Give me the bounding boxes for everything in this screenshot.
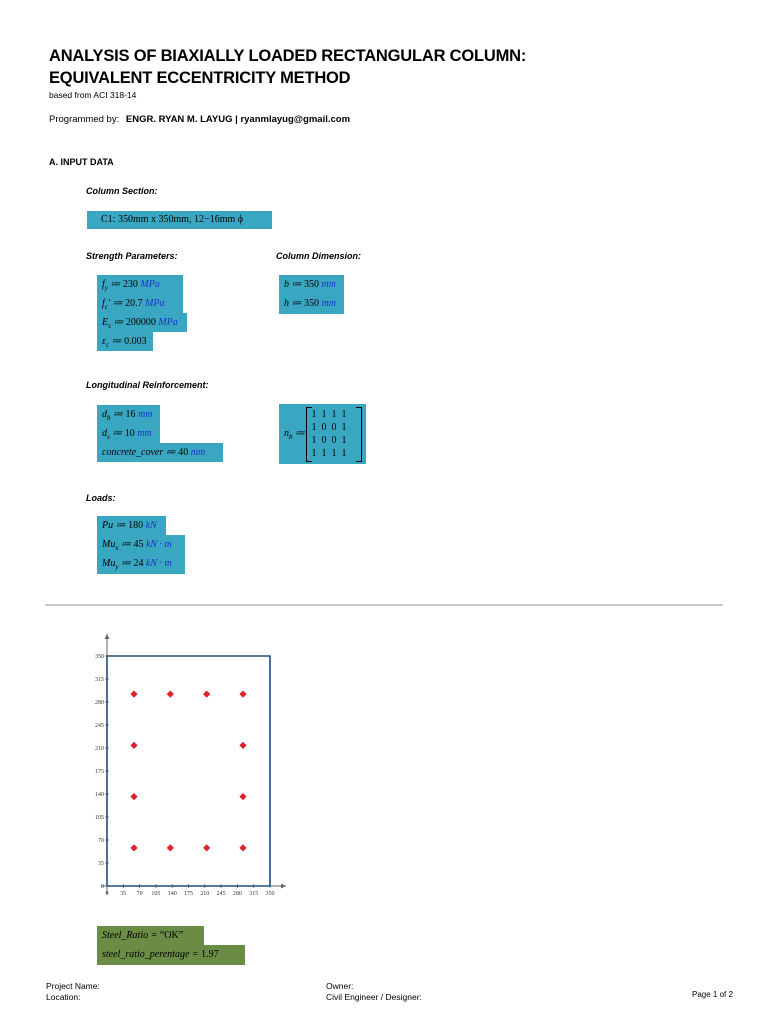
y-tick-label: 105 [95,815,104,821]
rebar-point [130,793,137,800]
steel-ratio-box[interactable] [97,926,204,945]
basis-note: based from ACI 318-14 [49,90,137,100]
loads-label: Loads: [86,493,116,503]
mux-expression: $Mu_x$ ≔ 45 kN · m [102,539,172,552]
matrix-row: 1 0 0 1 [311,435,347,446]
ds-box[interactable] [97,424,160,443]
ec-expression: $\varepsilon_c$ ≔ 0.003 [102,336,147,349]
matrix-row: 1 0 0 1 [311,422,347,433]
footer-location: Location: [46,992,81,1002]
rebar-point [239,844,246,851]
pu-box[interactable] [97,516,166,535]
ec-box[interactable] [97,332,153,351]
y-tick-label: 35 [98,861,104,867]
programmer-credit: ENGR. RYAN M. LAYUG | ryanmlayug@gmail.com [125,114,351,125]
fy-box[interactable] [97,275,183,294]
rebar-point [130,742,137,749]
h-expression: h ≔ 350 mm [284,298,336,309]
muy-expression: $Mu_y$ ≔ 24 kN · m [102,558,172,571]
y-tick-label: 350 [95,654,104,660]
es-box[interactable] [97,313,187,332]
es-expression: $E_s$ ≔ 200000 MPa [102,317,178,330]
y-tick-label: 70 [98,838,104,844]
section-divider [45,604,723,606]
y-tick-label: 0 [101,884,104,890]
rebar-point [130,691,137,698]
x-tick-label: 70 [136,891,143,897]
strength-parameters-label: Strength Parameters: [86,251,178,261]
page-title-line2: EQUIVALENT ECCENTRICITY METHOD [49,69,351,87]
rebar-layout-plot [80,630,300,915]
nb-matrix [309,408,349,460]
rebar-point [203,691,210,698]
y-tick-label: 210 [95,746,104,752]
longitudinal-reinforcement-label: Longitudinal Reinforcement: [86,380,209,390]
x-tick-label: 35 [120,891,127,897]
column-section-box[interactable] [87,211,272,229]
nb-matrix-box[interactable] [279,404,366,464]
steel-ratio-expression: Steel_Ratio = “OK” [102,930,184,941]
fy-expression: $f_y$ ≔ 230 MPa [102,279,160,292]
footer-project-name: Project Name: [46,981,100,991]
mux-box[interactable] [97,535,185,554]
pu-expression: Pu ≔ 180 kN [102,520,157,531]
x-tick-label: 315 [249,891,259,897]
rebar-point [239,691,246,698]
cover-expression: concrete_cover ≔ 40 mm [102,447,206,458]
footer-page-number: Page 1 of 2 [692,990,733,999]
x-tick-label: 350 [265,891,275,897]
matrix-row: 1 1 1 1 [311,409,347,420]
y-tick-label: 140 [95,792,104,798]
x-tick-label: 280 [232,891,242,897]
rebar-point [239,793,246,800]
page-title-line1: ANALYSIS OF BIAXIALLY LOADED RECTANGULAR COLUMN: [49,47,527,65]
y-axis-arrow [105,634,110,639]
footer-owner: Owner: [326,981,354,991]
ds-expression: $d_s$ ≔ 10 mm [102,428,152,441]
muy-box[interactable] [97,554,185,574]
programmed-by-line [49,114,350,125]
matrix-row: 1 1 1 1 [311,448,347,459]
section-heading-input: A. INPUT DATA [49,157,114,167]
nb-label: $n_b$ ≔ [284,428,305,441]
dimension-box[interactable] [279,275,344,314]
fc-expression: $f_c'$ ≔ 20.7 MPa [102,298,165,311]
rebar-point [167,691,174,698]
b-expression: b ≔ 350 mm [284,279,336,290]
fc-box[interactable] [97,294,183,313]
x-tick-label: 105 [151,891,161,897]
footer-designer: Civil Engineer / Designer: [326,992,422,1002]
steel-ratio-percentage-expression: steel_ratio_perentage = 1.97 [102,949,219,960]
y-tick-label: 245 [95,723,104,729]
db-box[interactable] [97,405,160,424]
rebar-point [130,844,137,851]
x-axis-arrow [281,884,286,889]
y-tick-label: 175 [95,769,104,775]
column-section-label: Column Section: [86,186,158,196]
rebar-point [239,742,246,749]
x-tick-label: 0 [105,891,109,897]
column-dimension-label: Column Dimension: [276,251,361,261]
steel-ratio-percentage-box[interactable] [97,945,245,965]
cover-box[interactable] [97,443,223,462]
column-section-outline [107,656,270,886]
x-tick-label: 245 [216,891,226,897]
x-tick-label: 140 [167,891,177,897]
rebar-point [203,844,210,851]
y-tick-label: 280 [95,700,104,706]
programmed-by-label: Programmed by: [49,114,120,125]
x-tick-label: 175 [184,891,193,897]
matrix-right-bracket [356,407,362,462]
y-tick-label: 315 [95,677,104,683]
column-section-value: C1: 350mm x 350mm, 12−16mm ϕ [101,214,244,225]
db-expression: $d_b$ ≔ 16 mm [102,409,153,422]
rebar-point [167,844,174,851]
x-tick-label: 210 [200,891,210,897]
